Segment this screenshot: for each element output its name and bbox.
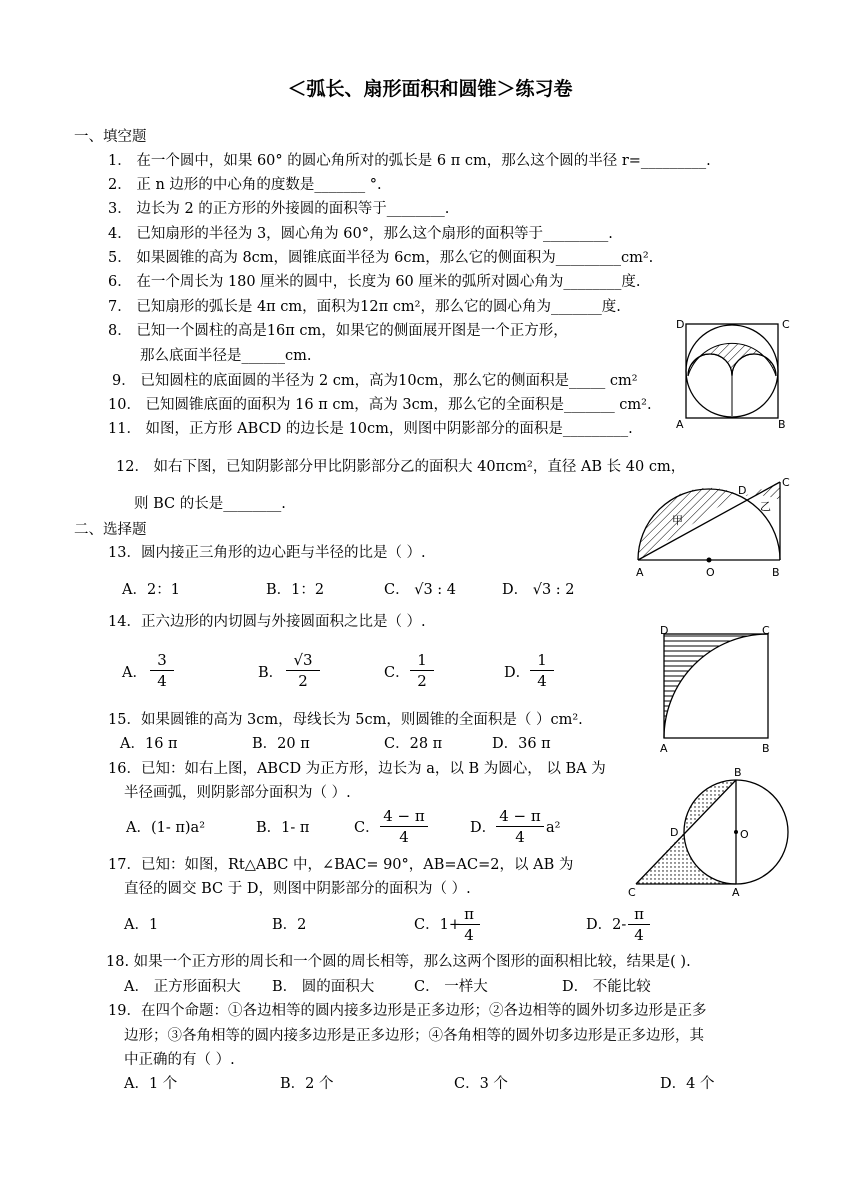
question-2: 2． 正 n 边形的中心角的度数是_______ °. bbox=[108, 177, 382, 193]
question-7: 7． 已知扇形的弧长是 4π cm，面积为12π cm²，那么它的圆心角为_______度. bbox=[108, 299, 621, 315]
figure-square-quarter-arc bbox=[656, 624, 780, 754]
question-13: 13．圆内接正三角形的边心距与半径的比是（ ）. bbox=[108, 545, 426, 561]
question-17-line2: 直径的圆交 BC 于 D，则图中阴影部分的面积为（ ）. bbox=[124, 881, 471, 897]
question-4: 4． 已知扇形的半径为 3，圆心角为 60°，那么这个扇形的面积等于_________. bbox=[108, 226, 613, 242]
q17-fraction-d bbox=[628, 904, 650, 945]
question-12-line2: 则 BC 的长是________. bbox=[134, 496, 286, 512]
q19-option-b: B．2 个 bbox=[280, 1076, 334, 1092]
q17-option-d: D．2- bbox=[586, 917, 627, 933]
q14-option-a: A． bbox=[122, 665, 147, 681]
question-19-line2: 边形；③各角相等的圆内接多边形是正多边形；④各角相等的圆外切多边形是正多边形，其 bbox=[124, 1028, 704, 1044]
q16-option-d: D． bbox=[470, 820, 497, 836]
denominator: 2 bbox=[417, 672, 427, 690]
question-8-line1: 8． 已知一个圆柱的高是16π cm，如果它的侧面展开图是一个正方形， bbox=[108, 323, 568, 339]
label-jia: 甲 bbox=[672, 514, 683, 527]
page-title: ＜弧长、扇形面积和圆锥＞练习卷 bbox=[287, 78, 573, 100]
figure-square-semicircles bbox=[672, 316, 792, 436]
label-A: A bbox=[660, 742, 668, 755]
q14-fraction-c bbox=[410, 650, 434, 691]
question-10: 10． 已知圆锥底面的面积为 16 π cm，高为 3cm，那么它的全面积是_______ cm². bbox=[108, 397, 652, 413]
label-O: O bbox=[740, 828, 749, 841]
numerator: 4 − π bbox=[380, 806, 428, 827]
q18-option-a: A． 正方形面积大 bbox=[124, 979, 241, 995]
question-5: 5． 如果圆锥的高为 8cm，圆锥底面半径为 6cm，那么它的侧面积为_________cm². bbox=[108, 250, 654, 266]
section-fill-in: 一、填空题 bbox=[74, 129, 147, 145]
question-8-line2: 那么底面半径是______cm. bbox=[140, 348, 312, 364]
question-18: 18. 如果一个正方形的周长和一个圆的周长相等，那么这两个图形的面积相比较，结果是( ). bbox=[106, 954, 691, 970]
denominator: 4 bbox=[157, 672, 167, 690]
question-1: 1． 在一个圆中，如果 60° 的圆心角所对的弧长是 6 π cm，那么这个圆的半径 r=_________. bbox=[108, 153, 711, 169]
label-C: C bbox=[782, 318, 790, 331]
q13-option-c: C． √3 : 4 bbox=[384, 582, 456, 598]
question-14: 14．正六边形的内切圆与外接圆面积之比是（ ）. bbox=[108, 614, 426, 630]
label-C: C bbox=[628, 886, 636, 899]
label-D: D bbox=[660, 624, 669, 637]
label-D: D bbox=[670, 826, 679, 839]
question-9: 9． 已知圆柱的底面圆的半径为 2 cm，高为10cm，那么它的侧面积是_____ cm² bbox=[112, 373, 638, 389]
q15-option-a: A．16 π bbox=[120, 736, 178, 752]
numerator: 4 − π bbox=[496, 806, 544, 827]
q16-fraction-c bbox=[380, 806, 428, 847]
denominator: 4 bbox=[634, 926, 644, 944]
label-D: D bbox=[738, 484, 747, 497]
q15-option-d: D．36 π bbox=[492, 736, 551, 752]
label-D: D bbox=[676, 318, 685, 331]
label-B: B bbox=[762, 742, 770, 755]
question-3: 3． 边长为 2 的正方形的外接圆的面积等于________. bbox=[108, 201, 450, 217]
q13-option-b: B．1：2 bbox=[266, 582, 325, 598]
q14-fraction-d bbox=[530, 650, 554, 691]
q17-option-b: B．2 bbox=[272, 917, 307, 933]
q17-option-c: C．1+ bbox=[414, 917, 461, 933]
numerator: 1 bbox=[410, 650, 434, 671]
question-19-line1: 19．在四个命题：①各边相等的圆内接多边形是正多边形；②各边相等的圆外切多边形是正多 bbox=[108, 1003, 707, 1019]
q14-option-b: B． bbox=[258, 665, 284, 681]
q19-option-d: D．4 个 bbox=[660, 1076, 715, 1092]
q14-fraction-b bbox=[286, 650, 320, 691]
label-B: B bbox=[778, 418, 786, 431]
question-16-line1: 16．已知：如右上图，ABCD 为正方形，边长为 a，以 B 为圆心， 以 BA 为 bbox=[108, 761, 606, 777]
q16-option-a: A．(1- π)a² bbox=[126, 820, 206, 836]
q15-option-c: C．28 π bbox=[384, 736, 443, 752]
q13-option-d: D． √3 : 2 bbox=[502, 582, 575, 598]
label-B: B bbox=[772, 566, 780, 579]
figure-triangle-circle bbox=[626, 766, 786, 900]
q16-option-d-tail: a² bbox=[546, 820, 561, 836]
denominator: 4 bbox=[464, 926, 474, 944]
denominator: 4 bbox=[537, 672, 547, 690]
q18-option-c: C． 一样大 bbox=[414, 979, 488, 995]
q18-option-d: D． 不能比较 bbox=[562, 979, 651, 995]
question-17-line1: 17．已知：如图，Rt△ABC 中，∠BAC= 90°，AB=AC=2，以 AB 为 bbox=[108, 857, 574, 873]
q13-option-a: A．2：1 bbox=[122, 582, 180, 598]
q16-fraction-d bbox=[496, 806, 544, 847]
label-C: C bbox=[782, 476, 790, 489]
q16-option-c: C． bbox=[354, 820, 380, 836]
label-A: A bbox=[636, 566, 644, 579]
q14-option-d: D． bbox=[504, 665, 531, 681]
numerator: √3 bbox=[286, 650, 320, 671]
denominator: 4 bbox=[515, 828, 525, 846]
q19-option-c: C．3 个 bbox=[454, 1076, 508, 1092]
question-19-line3: 中正确的有（ ）. bbox=[124, 1052, 235, 1068]
section-choice: 二、选择题 bbox=[74, 522, 147, 538]
label-A: A bbox=[732, 886, 740, 899]
question-11: 11． 如图，正方形 ABCD 的边长是 10cm，则图中阴影部分的面积是_________. bbox=[108, 421, 633, 437]
numerator: 3 bbox=[150, 650, 174, 671]
q17-option-a: A．1 bbox=[124, 917, 159, 933]
q16-option-b: B．1- π bbox=[256, 820, 310, 836]
q14-option-c: C． bbox=[384, 665, 410, 681]
question-16-line2: 半径画弧，则阴影部分面积为（ ）. bbox=[124, 785, 351, 801]
numerator: 1 bbox=[530, 650, 554, 671]
numerator: π bbox=[628, 904, 650, 925]
numerator: π bbox=[458, 904, 480, 925]
denominator: 4 bbox=[399, 828, 409, 846]
question-6: 6． 在一个周长为 180 厘米的圆中，长度为 60 厘米的弧所对圆心角为________度. bbox=[108, 274, 641, 290]
q19-option-a: A．1 个 bbox=[124, 1076, 178, 1092]
q17-fraction-c bbox=[458, 904, 480, 945]
label-yi: 乙 bbox=[760, 500, 771, 513]
label-O: O bbox=[706, 566, 715, 579]
label-C: C bbox=[762, 624, 770, 637]
q14-fraction-a bbox=[150, 650, 174, 691]
question-15: 15．如果圆锥的高为 3cm，母线长为 5cm，则圆锥的全面积是（ ）cm². bbox=[108, 712, 583, 728]
label-A: A bbox=[676, 418, 684, 431]
label-B: B bbox=[734, 766, 742, 779]
denominator: 2 bbox=[298, 672, 308, 690]
question-12-line1: 12． 如右下图，已知阴影部分甲比阴影部分乙的面积大 40πcm²，直径 AB 长 40 cm， bbox=[116, 459, 686, 475]
q18-option-b: B． 圆的面积大 bbox=[272, 979, 375, 995]
figure-semicircle-triangle bbox=[632, 474, 802, 582]
q15-option-b: B．20 π bbox=[252, 736, 310, 752]
